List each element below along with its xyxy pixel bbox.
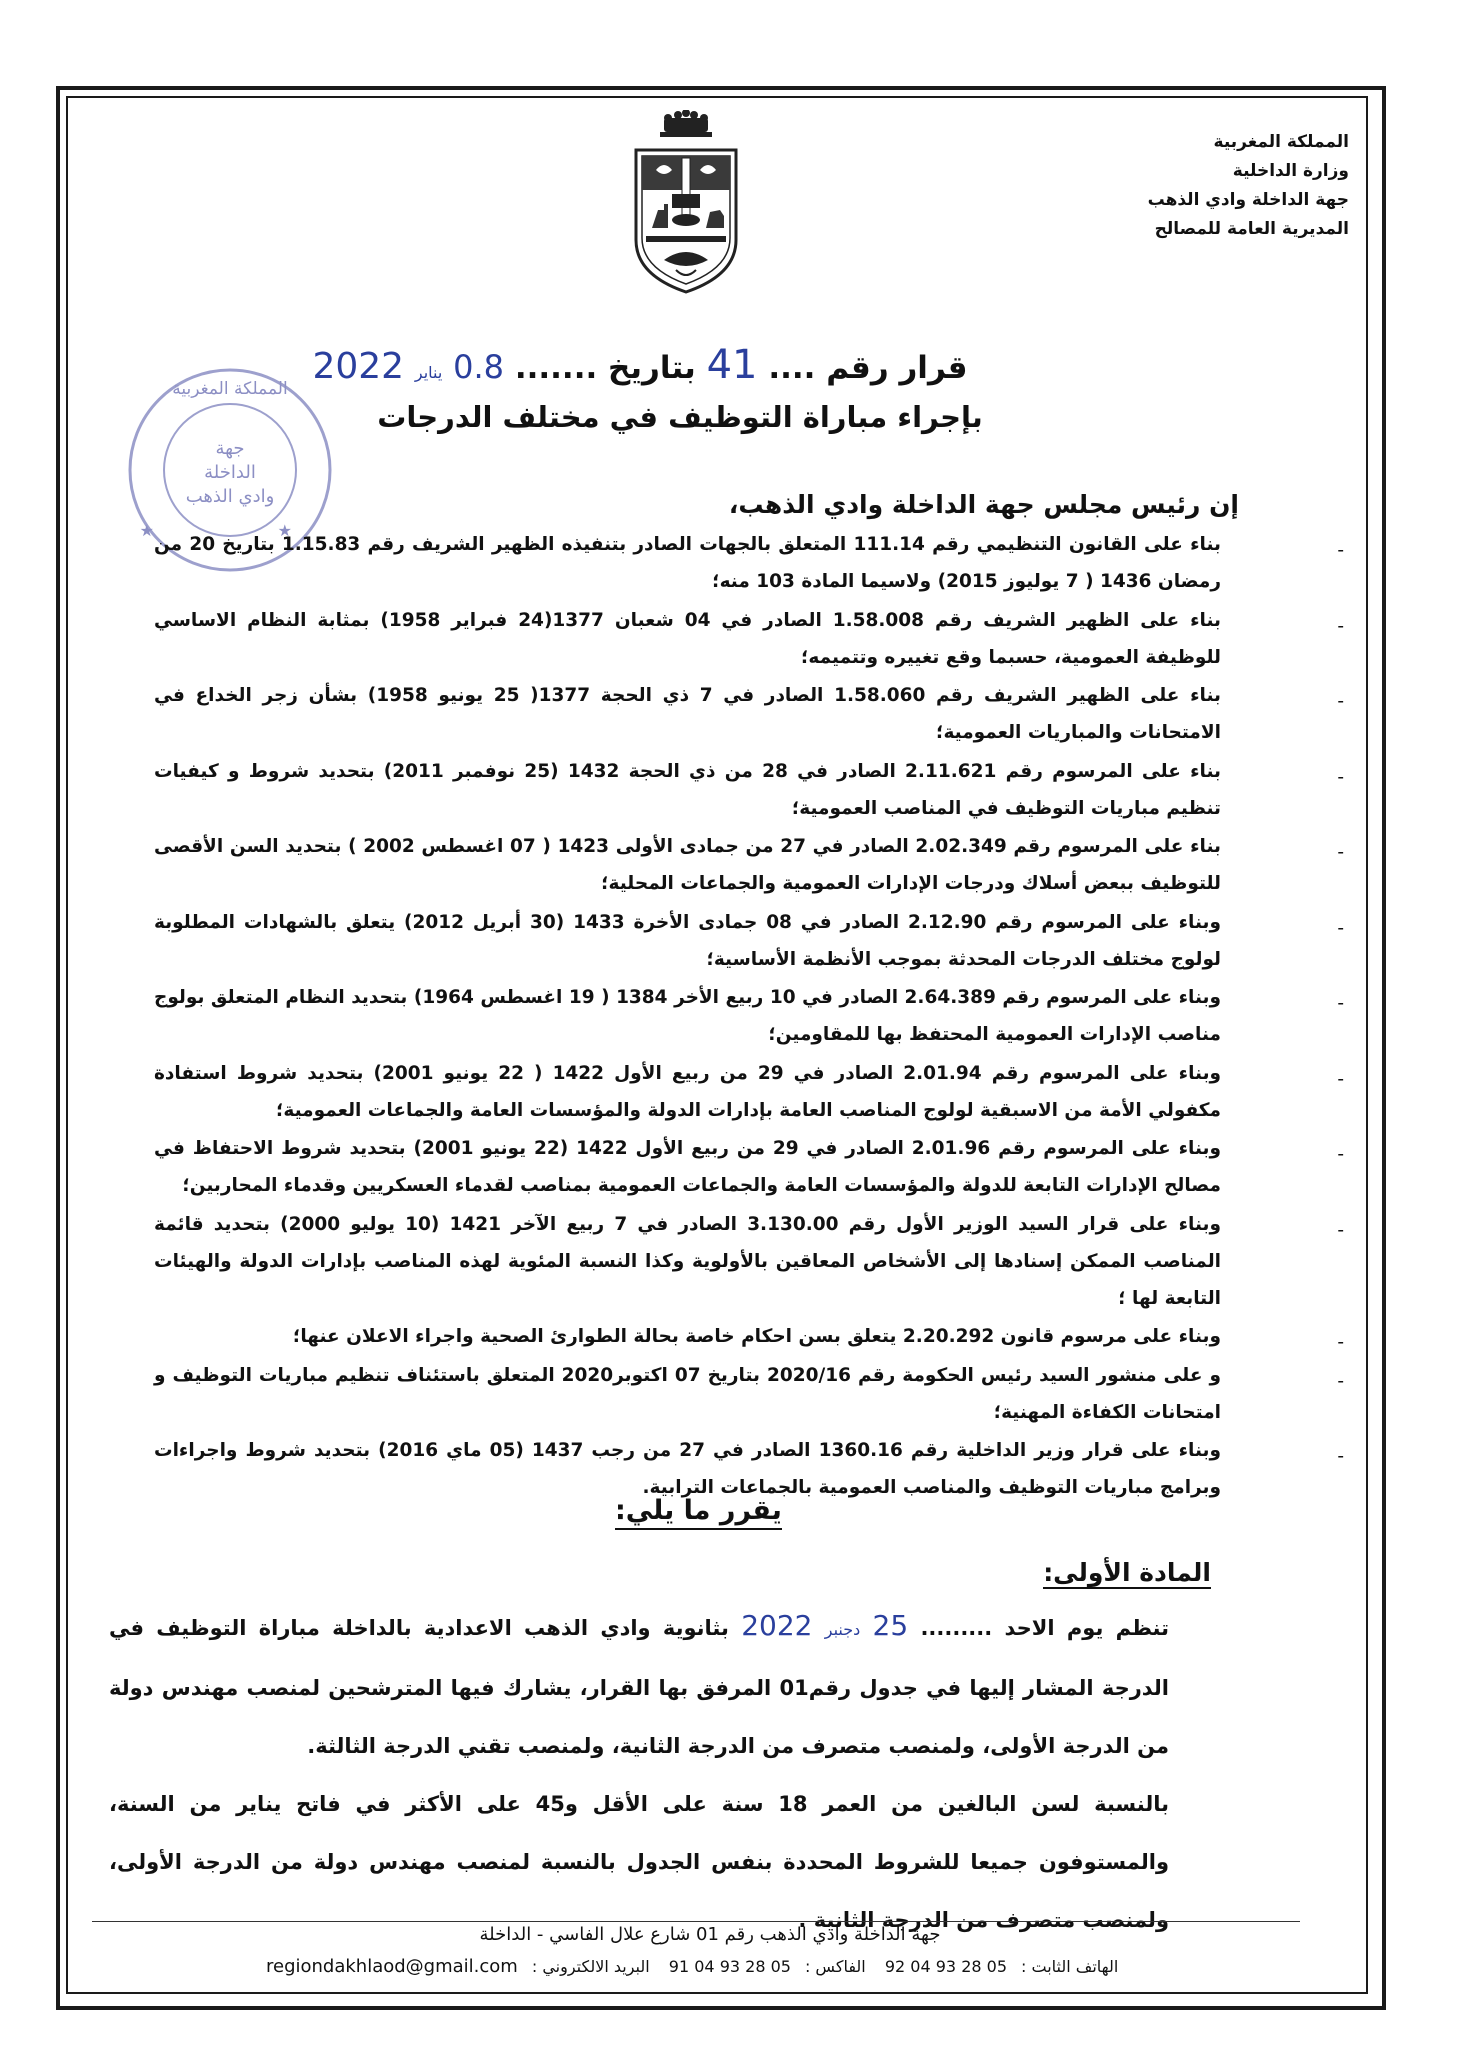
- title-date-label: بتاريخ: [608, 350, 696, 386]
- bullet-dash: -: [1337, 540, 1344, 561]
- article-paragraph: بالنسبة لسن البالغين من العمر 18 سنة على الأقل و45 على الأكثر في فاتح يناير من السنة، والمستوفون جميعا للشروط المحددة بنفس الجدول بالنسبة لمنصب مهندس دولة من الدرجة الأولى، ولمنصب متصرف من الدرجة الثانية .: [109, 1792, 1170, 1932]
- decision-title: [300, 335, 980, 395]
- consideration-text: وبناء على قرار وزير الداخلية رقم 1360.16 الصادر في 27 من رجب 1437 (05 ماي 2016) بتحديد شروط واجراءات وبرامج مباريات التوظيف والمناصب العمومية بالجماعات الترابية.: [154, 1440, 1221, 1498]
- list-item: [154, 1318, 1344, 1355]
- bullet-dash: -: [1337, 993, 1344, 1014]
- legal-considerations-list: [154, 526, 1344, 1508]
- svg-text:المملكة المغربية: المملكة المغربية: [172, 379, 288, 399]
- phone-label: الهاتف الثابت :: [1021, 1957, 1119, 1976]
- title-dots: .......: [514, 350, 598, 386]
- bullet-dash: -: [1337, 1446, 1344, 1467]
- phone-number: 05 28 93 04 92: [884, 1957, 1007, 1976]
- consideration-text: و على منشور السيد رئيس الحكومة رقم 2020/16 بتاريخ 07 اكتوبر2020 المتعلق باستئناف تنظيم مباريات التوظيف و امتحانات الكفاءة المهنية؛: [154, 1364, 1221, 1423]
- list-item: [154, 753, 1344, 827]
- bullet-dash: -: [1337, 691, 1344, 712]
- bullet-dash: -: [1337, 1370, 1344, 1392]
- decision-subtitle: بإجراء مباراة التوظيف في مختلف الدرجات: [377, 400, 983, 434]
- footer-divider: [92, 1921, 1300, 1922]
- svg-text:★: ★: [139, 521, 154, 540]
- coat-of-arms-emblem: [616, 110, 756, 300]
- header-line: المديرية العامة للمصالح: [1154, 219, 1349, 239]
- consideration-text: بناء على القانون التنظيمي رقم 111.14 المتعلق بالجهات الصادر بتنفيذه الظهير الشريف رقم 1.15.83 بتاريخ 20 من رمضان 1436 ( 7 يوليوز 2015) ولاسيما المادة 103 منه؛: [154, 534, 1221, 592]
- bullet-dash: -: [1337, 1144, 1344, 1165]
- issuer-header: [1049, 128, 1349, 244]
- consideration-text: بناء على الظهير الشريف رقم 1.58.060 الصادر في 7 ذي الحجة 1377( 25 يونيو 1958) بشأن زجر الخداع في الامتحانات والمباريات العمومية؛: [154, 685, 1221, 743]
- list-item: [154, 1130, 1344, 1204]
- svg-text:★: ★: [277, 521, 292, 540]
- title-dots: ....: [768, 350, 816, 386]
- article-paragraph: [109, 1597, 1209, 1775]
- consideration-text: بناء على المرسوم رقم 2.11.621 الصادر في 28 من ذي الحجة 1432 (25 نوفمبر 2011) بتحديد شروط و كيفيات تنظيم مباريات التوظيف في المناصب العمومية؛: [154, 760, 1221, 819]
- title-prefix: قرار رقم: [826, 350, 968, 386]
- bullet-dash: -: [1337, 1219, 1344, 1241]
- consideration-text: وبناء على المرسوم رقم 2.12.90 الصادر في 08 جمادى الأخرة 1433 (30 أبريل 2012) يتعلق بالشهادات المطلوبة لولوج مختلف الدرجات المحدثة بموجب الأنظمة الأساسية؛: [154, 911, 1221, 970]
- bullet-dash: -: [1337, 766, 1344, 788]
- consideration-text: بناء على الظهير الشريف رقم 1.58.008 الصادر في 04 شعبان 1377(24 فبراير 1958) بمثابة النظام الاساسي للوظيفة العمومية، حسبما وقع تغييره وتتميمه؛: [154, 609, 1221, 668]
- footer-contact: [252, 1956, 1118, 1977]
- handwritten-month: دجنبر: [824, 1620, 861, 1639]
- fax-label: الفاكس :: [804, 1957, 866, 1976]
- decides-heading: يقرر ما يلي:: [615, 1495, 782, 1530]
- handwritten-day: 0.8: [453, 348, 505, 386]
- consideration-text: وبناء على المرسوم رقم 2.01.96 الصادر في 29 من ربيع الأول 1422 (22 يونيو 2001) بتحديد شروط الاحتفاظ في مصالح الإدارات التابعة للدولة والمؤسسات العامة والجماعات العمومية بمناصب لقدماء العسكريين وقدماء المحاربين؛: [154, 1138, 1221, 1196]
- consideration-text: وبناء على قرار السيد الوزير الأول رقم 3.130.00 الصادر في 7 ربيع الآخر 1421 (10 يوليو 2000) بتحديد قائمة المناصب الممكن إسنادها إلى الأشخاص المعاقين بالأولوية وكذا النسبة المئوية لهذه المناصب بإدارات الدولة والهيئات التابعة لها ؛: [154, 1213, 1221, 1309]
- header-line: جهة الداخلة وادي الذهب: [1147, 190, 1349, 210]
- svg-text:جهة: جهة: [215, 438, 245, 459]
- svg-text:وادي الذهب: وادي الذهب: [185, 486, 275, 507]
- bullet-dash: -: [1337, 1068, 1344, 1090]
- handwritten-year: 2022: [741, 1609, 813, 1642]
- dots: .........: [920, 1616, 993, 1640]
- bullet-dash: -: [1337, 917, 1344, 939]
- list-item: [154, 828, 1344, 902]
- bullet-dash: -: [1337, 842, 1344, 863]
- bullet-dash: -: [1337, 615, 1344, 637]
- list-item: [154, 1357, 1344, 1431]
- svg-text:الداخلة: الداخلة: [204, 462, 256, 483]
- email-address: regiondakhlaod@gmail.com: [266, 1956, 518, 1977]
- handwritten-year: 2022: [312, 346, 405, 387]
- article-text: بثانوية وادي الذهب الاعدادية بالداخلة مباراة التوظيف في الدرجة المشار إليها في جدول رقم01 المرفق بها القرار، يشارك فيها المترشحين لمنصب مهندس دولة من الدرجة الأولى، ولمنصب متصرف من الدرجة الثانية، ولمنصب تقني الدرجة الثالثة.: [109, 1616, 1170, 1758]
- header-line: المملكة المغربية: [1213, 132, 1349, 152]
- bullet-dash: -: [1337, 1332, 1344, 1353]
- handwritten-day: 25: [872, 1609, 909, 1642]
- list-item: [154, 526, 1344, 600]
- list-item: [154, 1055, 1344, 1129]
- handwritten-month: يناير: [414, 363, 443, 382]
- list-item: [154, 979, 1344, 1053]
- fax-number: 05 28 93 04 91: [668, 1957, 791, 1976]
- header-line: وزارة الداخلية: [1232, 161, 1349, 181]
- article-1-title: المادة الأولى:: [1043, 1558, 1211, 1587]
- handwritten-decision-number: 41: [706, 342, 758, 388]
- list-item: [154, 602, 1344, 676]
- footer-address: جهة الداخلة وادي الذهب رقم 01 شارع علال الفاسي - الداخلة: [479, 1924, 941, 1945]
- list-item: [154, 1206, 1344, 1317]
- email-label: البريد الالكتروني :: [531, 1957, 650, 1976]
- addressee-heading: إن رئيس مجلس جهة الداخلة وادي الذهب،: [728, 490, 1239, 519]
- consideration-text: بناء على المرسوم رقم 2.02.349 الصادر في 27 من جمادى الأولى 1423 ( 07 اغسطس 2002 ) بتحديد السن الأقصى للتوظيف ببعض أسلاك ودرجات الإدارات العمومية والجماعات المحلية؛: [154, 836, 1222, 894]
- consideration-text: وبناء على المرسوم رقم 2.01.94 الصادر في 29 من ربيع الأول 1422 ( 22 يونيو 2001) بتحديد شروط استفادة مكفولي الأمة من الاسبقية لولوج المناصب العامة بإدارات الدولة والمؤسسات العامة والجماعات العمومية؛: [154, 1062, 1222, 1121]
- list-item: [154, 904, 1344, 978]
- article-text: تنظم يوم الاحد: [1004, 1616, 1170, 1640]
- consideration-text: وبناء على المرسوم رقم 2.64.389 الصادر في 10 ربيع الأخر 1384 ( 19 اغسطس 1964) بتحديد النظام المتعلق بولوج مناصب الإدارات العمومية المحتفظ بها للمقاومين؛: [154, 987, 1221, 1045]
- list-item: [154, 677, 1344, 751]
- consideration-text: وبناء على مرسوم قانون 2.20.292 يتعلق بسن احكام خاصة بحالة الطوارئ الصحية واجراء الاعلان عنها؛: [292, 1326, 1221, 1347]
- article-1-body: [109, 1597, 1209, 1949]
